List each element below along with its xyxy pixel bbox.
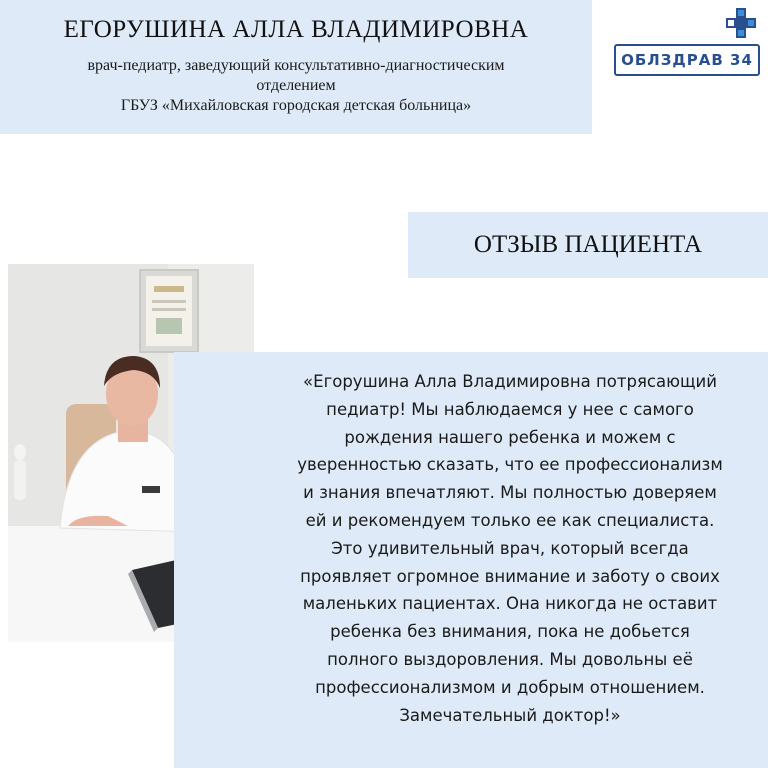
review-line: профессионализмом и добрым отношением. <box>315 677 705 697</box>
review-line: Это удивительный врач, который всегда <box>331 538 689 558</box>
review-line: Замечательный доктор!» <box>399 705 621 725</box>
review-text <box>258 368 762 729</box>
logo-text: ОБЛЗДРАВ 34 <box>621 51 753 69</box>
review-line: проявляет огромное внимание и заботу о своих <box>300 566 720 586</box>
doctor-position <box>0 56 592 116</box>
medical-cross-icon <box>724 6 758 40</box>
doctor-name: ЕГОРУШИНА АЛЛА ВЛАДИМИРОВНА <box>63 16 529 43</box>
review-title-panel <box>408 212 768 278</box>
position-line: отделением <box>256 77 336 94</box>
review-title: ОТЗЫВ ПАЦИЕНТА <box>473 231 703 258</box>
review-line: рождения нашего ребенка и можем с <box>344 427 676 447</box>
review-line: ребенка без внимания, пока не добьется <box>330 622 690 642</box>
review-line: полного выздоровления. Мы довольны её <box>327 649 693 669</box>
position-line: врач-педиатр, заведующий консультативно-диагностическим <box>87 57 505 74</box>
logo-box <box>614 44 760 76</box>
review-line: и знания впечатляют. Мы полностью доверяем <box>303 483 717 503</box>
position-line: ГБУЗ «Михайловская городская детская больница» <box>120 97 472 114</box>
oblzdrav-logo <box>614 6 762 76</box>
review-line: педиатр! Мы наблюдаемся у нее с самого <box>326 399 694 419</box>
review-line: «Егорушина Алла Владимировна потрясающий <box>303 372 717 391</box>
review-line: маленьких пациентах. Она никогда не оставит <box>302 594 718 614</box>
review-line: уверенностью сказать, что ее профессионализм <box>297 455 723 475</box>
review-line: ей и рекомендуем только ее как специалиста. <box>305 510 715 530</box>
